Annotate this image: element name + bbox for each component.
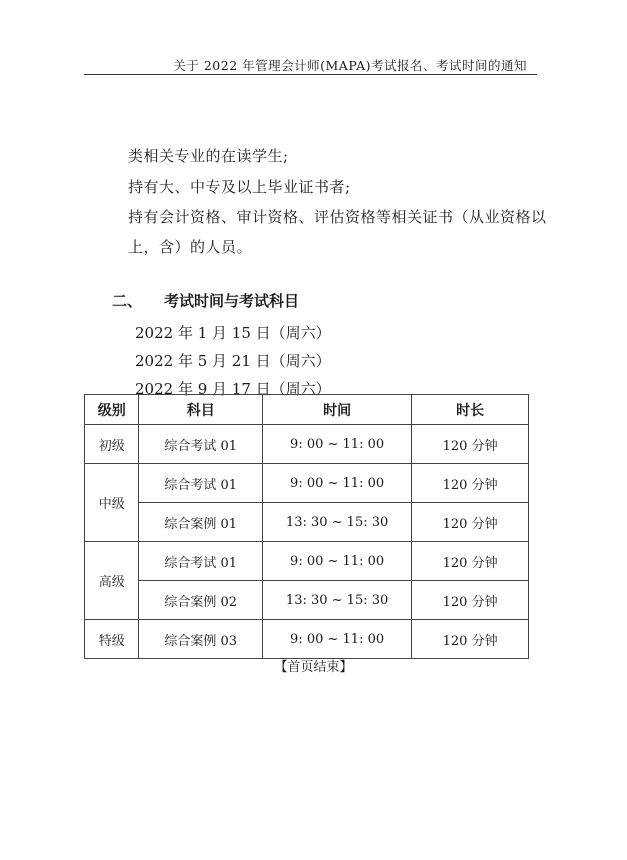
- level-cell: 高级: [85, 542, 139, 620]
- paragraph-line-2: 持有大、中专及以上毕业证书者;: [128, 178, 351, 196]
- header-divider: [84, 74, 537, 75]
- subject-cell: 综合考试 01: [139, 542, 263, 581]
- page-end-note: 【首页结束】: [274, 660, 353, 675]
- paragraph-line-3: 持有会计资格、审计资格、评估资格等相关证书（从业资格以: [128, 208, 547, 226]
- subject-cell: 综合案例 03: [139, 620, 263, 659]
- time-cell: 9: 00 ~ 11: 00: [262, 542, 411, 581]
- duration-cell: 120 分钟: [412, 542, 529, 581]
- subject-cell: 综合案例 01: [139, 503, 263, 542]
- exam-date-1: 2022 年 1 月 15 日（周六）: [135, 324, 331, 342]
- table-row: [85, 464, 529, 503]
- duration-cell: 120 分钟: [412, 425, 529, 464]
- header-level: 级别: [85, 395, 139, 425]
- paragraph-line-4: 上，含）的人员。: [128, 238, 253, 256]
- subject-cell: 综合考试 01: [139, 425, 263, 464]
- header-duration: 时长: [412, 395, 529, 425]
- time-cell: 9: 00 ~ 11: 00: [262, 425, 411, 464]
- time-cell: 13: 30 ~ 15: 30: [262, 503, 411, 542]
- level-cell: 特级: [85, 620, 139, 659]
- level-cell: 初级: [85, 425, 139, 464]
- time-cell: 13: 30 ~ 15: 30: [262, 581, 411, 620]
- section-heading: [112, 290, 299, 311]
- paragraph-line-1: 类相关专业的在读学生;: [128, 147, 289, 165]
- table-row: [85, 542, 529, 581]
- time-cell: 9: 00 ~ 11: 00: [262, 464, 411, 503]
- exam-schedule-table: [84, 394, 529, 659]
- duration-cell: 120 分钟: [412, 503, 529, 542]
- level-cell: 中级: [85, 464, 139, 542]
- duration-cell: 120 分钟: [412, 581, 529, 620]
- header-time: 时间: [262, 395, 411, 425]
- table-row: [85, 503, 529, 542]
- page-header-title: 关于 2022 年管理会计师(MAPA)考试报名、考试时间的通知: [173, 58, 527, 73]
- time-cell: 9: 00 ~ 11: 00: [262, 620, 411, 659]
- subject-cell: 综合考试 01: [139, 464, 263, 503]
- table-row: [85, 581, 529, 620]
- section-title-text: 考试时间与考试科目: [164, 292, 300, 310]
- exam-date-3: 2022 年 9 月 17 日（周六）: [135, 380, 331, 398]
- table-row: [85, 620, 529, 659]
- subject-cell: 综合案例 02: [139, 581, 263, 620]
- exam-date-2: 2022 年 5 月 21 日（周六）: [135, 352, 331, 370]
- header-subject: 科目: [139, 395, 263, 425]
- duration-cell: 120 分钟: [412, 620, 529, 659]
- table-row: [85, 425, 529, 464]
- section-number: 二、: [112, 292, 143, 310]
- table-header-row: [85, 395, 529, 425]
- duration-cell: 120 分钟: [412, 464, 529, 503]
